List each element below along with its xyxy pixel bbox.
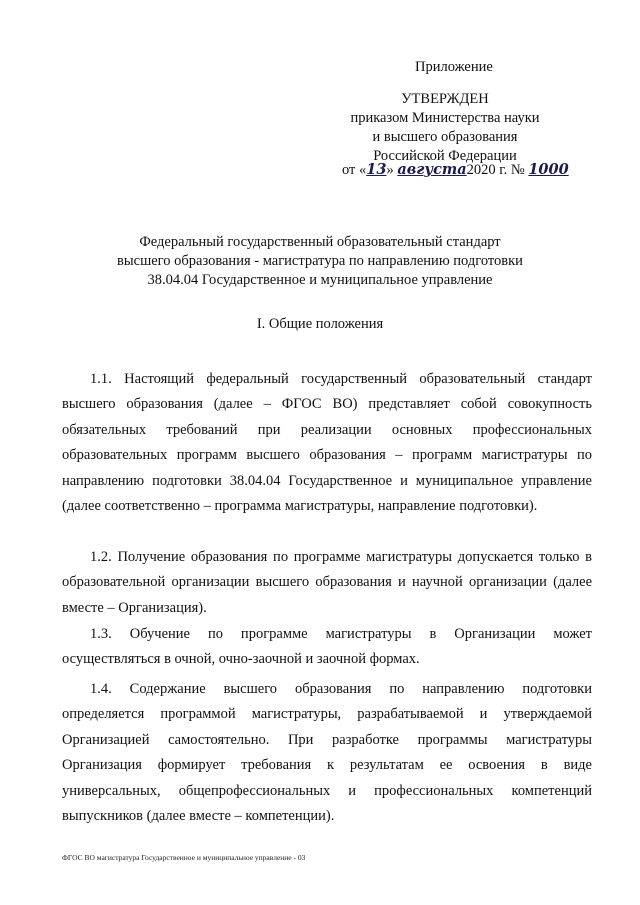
- date-month: августа: [397, 161, 467, 178]
- paragraph-1-2: 1.2. Получение образования по программе магистратуры допускается только в образовательной организации высшего образования и научной организации (далее вместе – Организация).: [62, 549, 592, 616]
- date-year: 2020 г. №: [466, 162, 525, 178]
- page-footer: ФГОС ВО магистратура Государственное и муниципальное управление - 03: [62, 853, 306, 862]
- title-line-2: высшего образования - магистратура по направлению подготовки: [117, 253, 523, 269]
- date-mid: »: [386, 162, 394, 178]
- paragraph-1-3: 1.3. Обучение по программе магистратуры в Организации может осуществляться в очной, очно-заочной и заочной формах.: [62, 626, 592, 668]
- paragraph-1-4: 1.4. Содержание высшего образования по направлению подготовки определяется программой магистратуры, разрабатываемой и утверждаемой Организацией самостоятельно. При разработке программы магистратуры Организация формирует требования к результатам ее освоения в виде универсальных, общепрофессиональных и профессиональных компетенций выпускников (далее вместе – компетенции).: [62, 681, 592, 825]
- date-prefix: от «: [342, 162, 367, 178]
- appendix-label: Приложение: [415, 59, 493, 75]
- order-line-3: Российской Федерации: [373, 148, 517, 164]
- order-date-line: [342, 160, 569, 180]
- title-line-1: Федеральный государственный образовательный стандарт: [139, 234, 501, 250]
- approval-stamp-text: [300, 90, 590, 166]
- order-number: 1000: [528, 161, 569, 178]
- order-line-1: приказом Министерства науки: [350, 110, 540, 126]
- document-title: [70, 233, 570, 290]
- order-line-2: и высшего образования: [372, 129, 518, 145]
- paragraph-1-1: 1.1. Настоящий федеральный государственный образовательный стандарт высшего образования (далее – ФГОС ВО) представляет собой совокупность обязательных требований при реализации основных профессиональных образовательных программ высшего образования – программ магистратуры по направлению подготовки 38.04.04 Государственное и муниципальное управление (далее соответственно – программа магистратуры, направление подготовки).: [62, 371, 592, 515]
- date-day: 13: [366, 161, 387, 178]
- title-line-3: 38.04.04 Государственное и муниципальное управление: [147, 272, 493, 288]
- section-heading: I. Общие положения: [256, 316, 384, 332]
- approved-label: УТВЕРЖДЕН: [401, 91, 489, 107]
